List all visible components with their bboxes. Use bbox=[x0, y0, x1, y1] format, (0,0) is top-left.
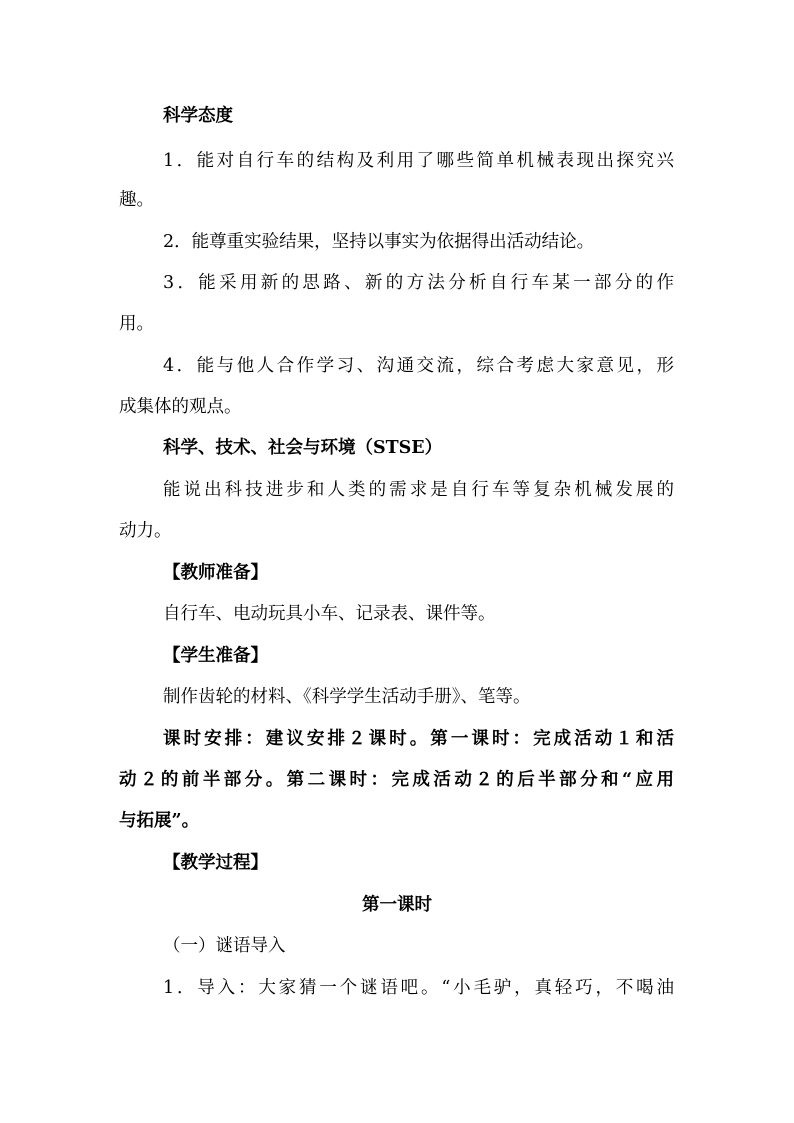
section-heading: （一）谜语导入 bbox=[163, 936, 286, 956]
paragraph-line: 制作齿轮的材料、《科学学生活动手册》、笔等。 bbox=[163, 687, 531, 707]
heading-teacher-prep: 【教师准备】 bbox=[163, 563, 268, 583]
paragraph-line: 动力。 bbox=[119, 521, 172, 541]
paragraph-line: 4．能与他人合作学习、沟通交流，综合考虑大家意见，形 bbox=[163, 356, 674, 376]
paragraph-line: 1．能对自行车的结构及利用了哪些简单机械表现出探究兴 bbox=[163, 151, 674, 171]
paragraph-line: 3．能采用新的思路、新的方法分析自行车某一部分的作 bbox=[163, 273, 674, 293]
schedule-line: 课时安排：建议安排２课时。第一课时：完成活动１和活 bbox=[163, 729, 674, 749]
heading-lesson-1: 第一课时 bbox=[362, 895, 432, 915]
heading-student-prep: 【学生准备】 bbox=[163, 646, 268, 666]
paragraph-line: 趣。 bbox=[119, 190, 154, 210]
paragraph-line: 用。 bbox=[119, 314, 154, 334]
heading-kexue-taidu: 科学态度 bbox=[163, 106, 233, 126]
heading-stse: 科学、技术、社会与环境（STSE） bbox=[163, 438, 443, 458]
paragraph-line: 自行车、电动玩具小车、记录表、课件等。 bbox=[163, 604, 496, 624]
schedule-line: 与拓展”。 bbox=[119, 811, 200, 831]
paragraph-line: 1．导入：大家猜一个谜语吧。“小毛驴，真轻巧，不喝油 bbox=[163, 978, 674, 998]
heading-teaching-process: 【教学过程】 bbox=[163, 853, 268, 873]
schedule-line: 动２的前半部分。第二课时：完成活动２的后半部分和“应用 bbox=[119, 770, 674, 790]
paragraph-line: 能说出科技进步和人类的需求是自行车等复杂机械发展的 bbox=[163, 480, 674, 500]
paragraph-line: 2．能尊重实验结果，坚持以事实为依据得出活动结论。 bbox=[163, 232, 595, 252]
paragraph-line: 成集体的观点。 bbox=[119, 397, 242, 417]
